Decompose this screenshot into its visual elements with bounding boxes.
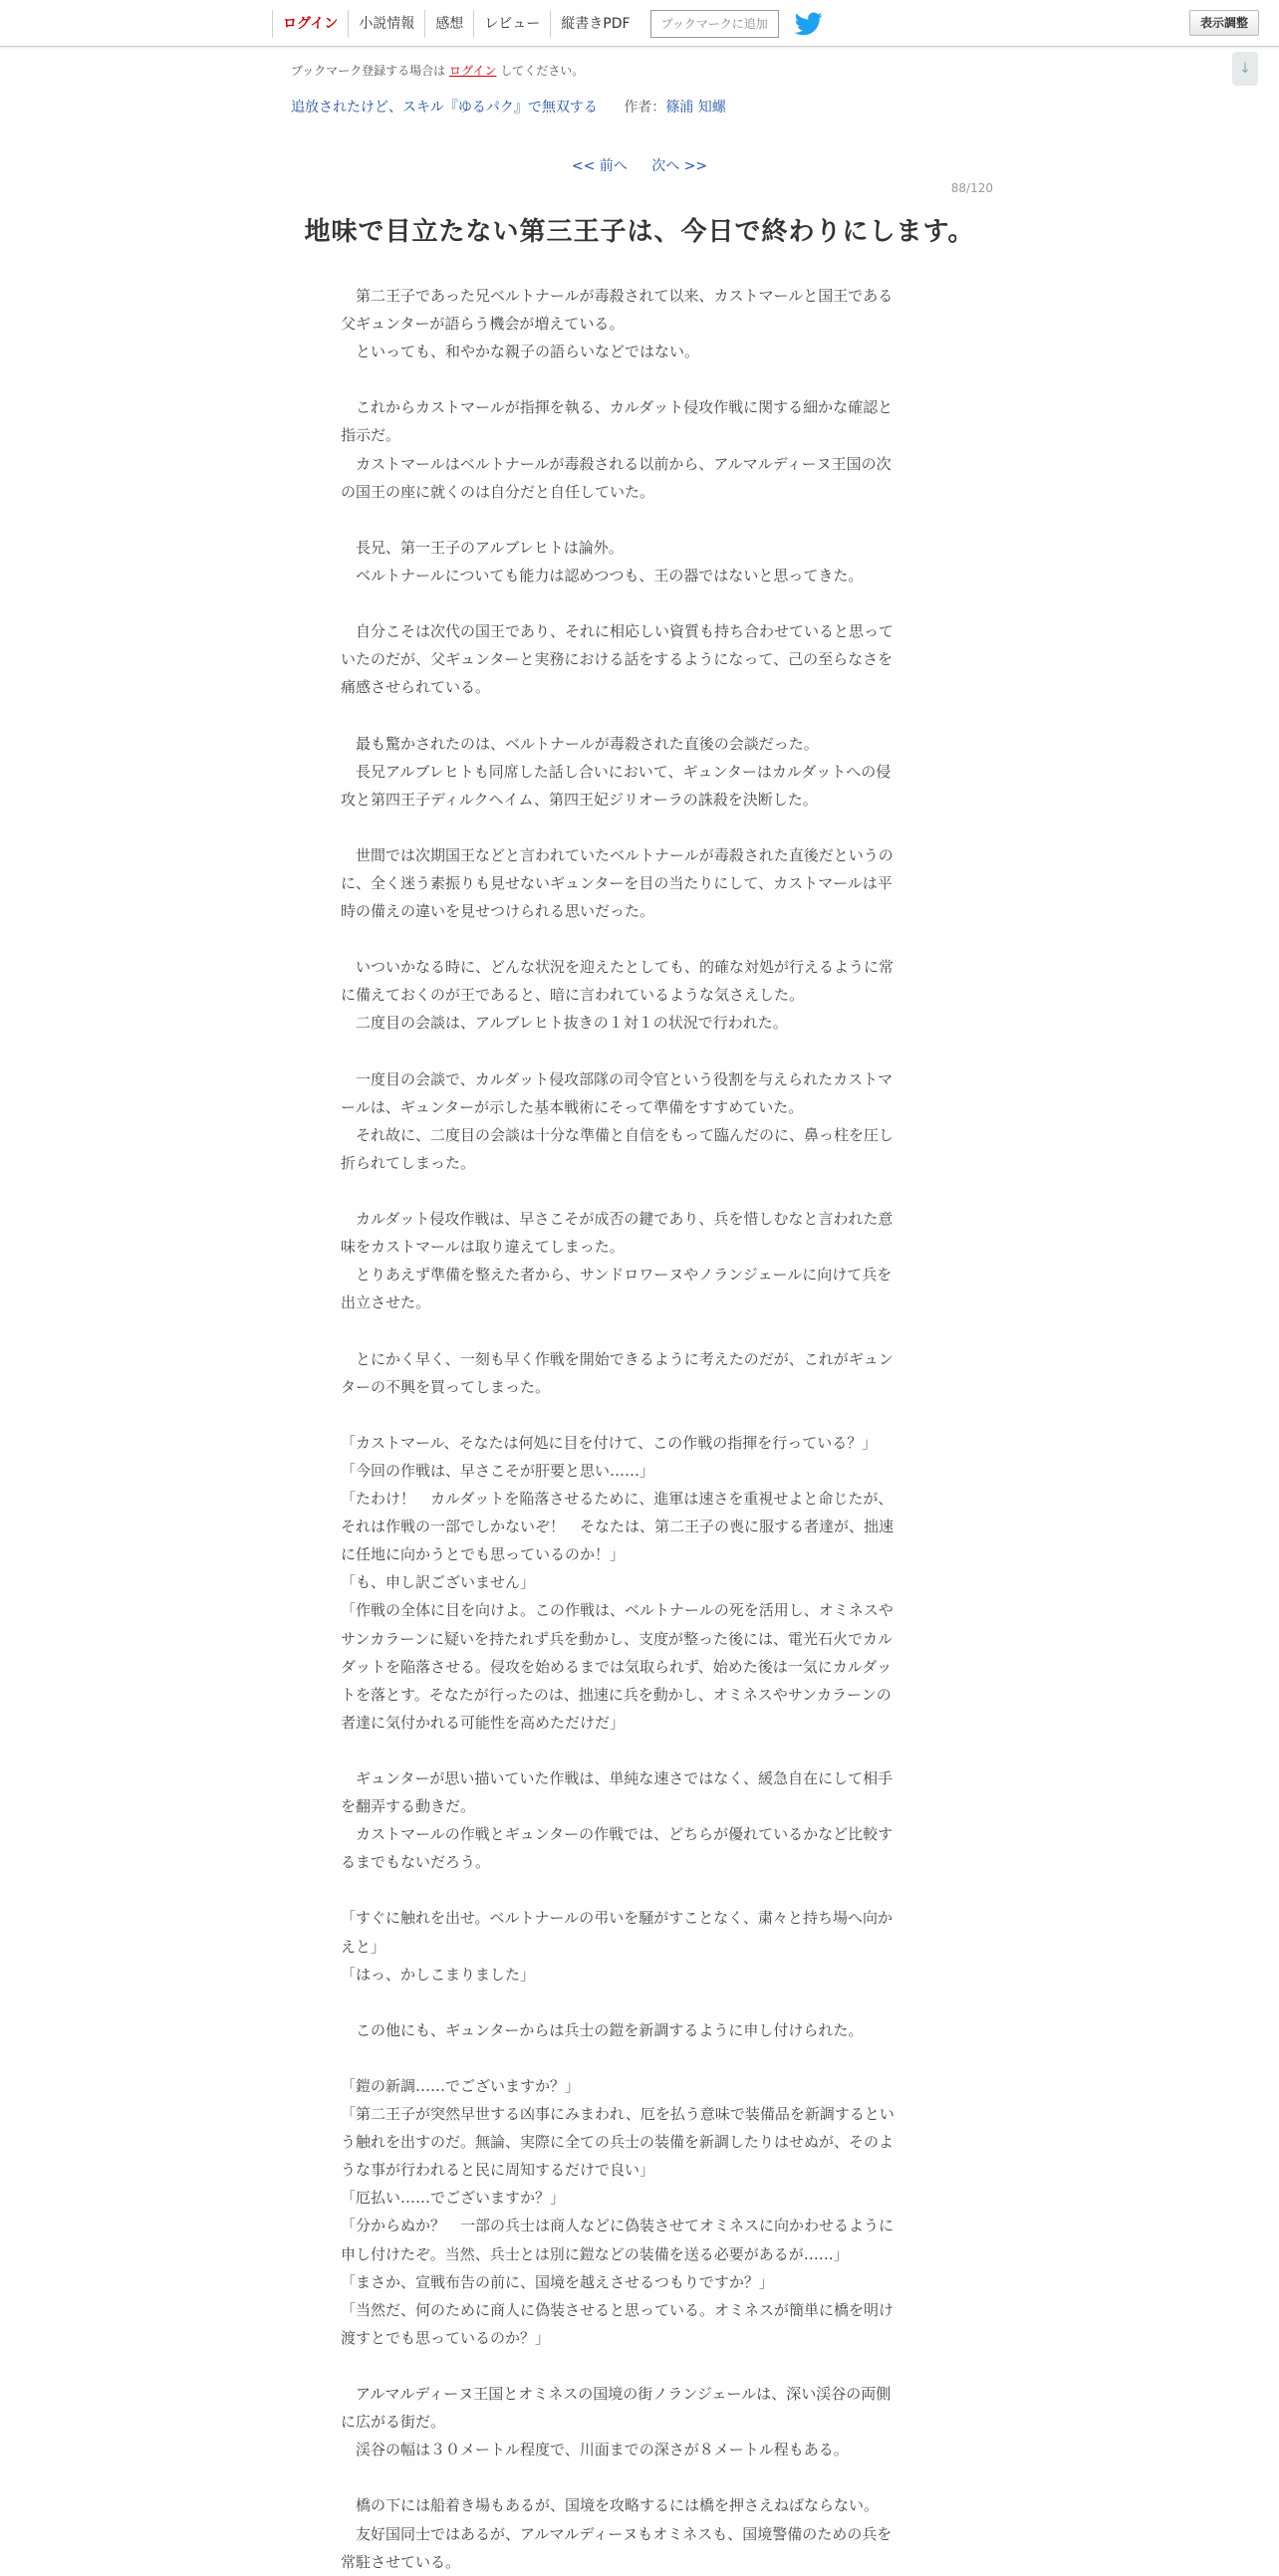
novel-line: アルマルディーヌ王国とオミネスの国境の街ノランジェールは、深い渓谷の両側 xyxy=(341,2385,892,2404)
impressions-link[interactable]: 感想 xyxy=(424,10,473,38)
novel-line: 「厄払い……でございますか？」 xyxy=(341,2189,566,2208)
novel-line: えと」 xyxy=(341,1937,386,1956)
novel-line: 最も驚かされたのは、ベルトナールが毒殺された直後の会談だった。 xyxy=(341,734,819,753)
novel-line: の国王の座に就くのは自分だと自任していた。 xyxy=(341,482,655,501)
chapter-pager xyxy=(0,155,1279,175)
novel-line: 「第二王子が突然早世する凶事にみまわれ、厄を払う意味で装備品を新調するとい xyxy=(341,2105,895,2124)
novel-line: この他にも、ギュンターからは兵士の鎧を新調するように申し付けられた。 xyxy=(341,2020,864,2039)
chapter-count: 88/120 xyxy=(950,181,993,195)
main-nav xyxy=(272,10,823,38)
novel-line xyxy=(341,2352,932,2380)
novel-line: いたのだが、父ギュンターと実務における話をするようになって、己の至らなさを xyxy=(341,650,894,669)
novel-line: 「まさか、宣戦布告の前に、国境を越えさせるつもりですか？」 xyxy=(341,2272,774,2291)
novel-line: 「作戦の全体に目を向けよ。この作戦は、ベルトナールの死を活用し、オミネスや xyxy=(341,1601,894,1620)
novel-line: 「カストマール、そなたは何処に目を付けて、この作戦の指揮を行っている？」 xyxy=(341,1433,878,1452)
novel-line xyxy=(341,1737,932,1764)
twitter-icon[interactable] xyxy=(795,12,823,36)
notice-suffix: してください。 xyxy=(500,64,585,78)
novel-line xyxy=(341,1989,932,2016)
novel-line xyxy=(341,2044,932,2072)
novel-line: に広がる街だ。 xyxy=(341,2413,446,2432)
novel-line: 折られてしまった。 xyxy=(341,1153,476,1172)
novel-line xyxy=(341,506,932,534)
novel-line: 渓谷の幅は３０メートル程度で、川面までの深さが８メートル程もある。 xyxy=(341,2441,849,2459)
novel-line: カストマールの作戦とギュンターの作戦では、どちらが優れているかなど比較す xyxy=(341,1825,894,1844)
novel-line: 長兄、第一王子のアルブレヒトは論外。 xyxy=(341,538,624,557)
scroll-down-arrow-icon[interactable]: ↓ xyxy=(1232,52,1258,86)
novel-line: それは作戦の一部でしかないぞ！ そなたは、第二王子の喪に服する者達が、拙速 xyxy=(341,1518,895,1536)
novel-line xyxy=(341,1876,932,1904)
novel-line: 「はっ、かしこまりました」 xyxy=(341,1965,536,1984)
novel-info-link[interactable]: 小説情報 xyxy=(348,10,424,38)
novel-line: に備えておくのが王であると、暗に言われているような気さえした。 xyxy=(341,986,805,1005)
chapter-title: 地味で目立たない第三王子は、今日で終わりにします。 xyxy=(304,217,975,247)
novel-line: ダットを陥落させる。侵攻を始めるまでは気取られず、始めた後は一気にカルダッ xyxy=(341,1657,893,1676)
novel-line: ギュンターが思い描いていた作戦は、単純な速さではなく、緩急自在にして相手 xyxy=(341,1768,894,1787)
novel-line: 二度目の会談は、アルブレヒト抜きの１対１の状況で行われた。 xyxy=(341,1014,788,1033)
novel-line: 申し付けたぞ。当然、兵士とは別に鎧などの装備を送る必要があるが……」 xyxy=(341,2244,849,2263)
notice-prefix: ブックマーク登録する場合は xyxy=(291,64,446,78)
author-name-link[interactable]: 篠浦 知螺 xyxy=(665,100,726,116)
novel-line: う触れを出すのだ。無論、実際に全ての兵士の装備を新調したりはせぬが、そのよ xyxy=(341,2133,895,2152)
novel-line: いついかなる時に、どんな状況を迎えたとしても、的確な対処が行えるように常 xyxy=(341,958,895,977)
add-bookmark-button[interactable]: ブックマークに追加 xyxy=(650,10,779,38)
novel-line: 攻と第四王子ディルクヘイム、第四王妃ジリオーラの誅殺を決断した。 xyxy=(341,790,818,809)
novel-line xyxy=(341,1177,932,1205)
series-info xyxy=(291,97,726,117)
login-link[interactable]: ログイン xyxy=(272,10,348,38)
novel-line xyxy=(341,1038,932,1065)
novel-line: 「たわけ！ カルダットを陥落させるために、進軍は速さを重視せよと命じたが、 xyxy=(341,1490,894,1509)
novel-line: に任地に向かうとでも思っているのか！」 xyxy=(341,1545,626,1564)
novel-line xyxy=(341,814,932,841)
novel-line: るまでもないだろう。 xyxy=(341,1853,491,1872)
novel-line: 「鎧の新調……でございますか？」 xyxy=(341,2077,581,2095)
novel-line: ターの不興を買ってしまった。 xyxy=(341,1377,551,1396)
novel-line: 長兄アルブレヒトも同席した話し合いにおいて、ギュンターはカルダットへの侵 xyxy=(341,762,892,781)
novel-line xyxy=(341,365,932,393)
novel-line: 「今回の作戦は、早さこそが肝要と思い……」 xyxy=(341,1461,655,1480)
vertical-pdf-link[interactable]: 縦書きPDF xyxy=(550,10,640,38)
novel-line: 時の備えの違いを見せつけられる思いだった。 xyxy=(341,902,655,921)
novel-line: とりあえず準備を整えた者から、サンドロワーヌやノランジェールに向けて兵を xyxy=(341,1266,893,1285)
novel-line: カストマールはベルトナールが毒殺される以前から、アルマルディーヌ王国の次 xyxy=(341,454,892,473)
novel-line xyxy=(341,1316,932,1344)
novel-line: 指示だ。 xyxy=(341,426,401,445)
novel-line: 一度目の会談で、カルダット侵攻部隊の司令官という役割を与えられたカストマ xyxy=(341,1069,894,1088)
novel-line: 者達に気付かれる可能性を高めただけだ」 xyxy=(341,1713,626,1732)
review-link[interactable]: レビュー xyxy=(473,10,550,38)
novel-line: 自分こそは次代の国王であり、それに相応しい資質も持ち合わせていると思って xyxy=(341,622,895,641)
notice-login-link[interactable]: ログイン xyxy=(449,64,497,78)
novel-line: 世間では次期国王などと言われていたベルトナールが毒殺された直後だというの xyxy=(341,845,894,864)
novel-line: サンカラーンに疑いを持たれず兵を動かし、支度が整った後には、電光石火でカル xyxy=(341,1629,893,1648)
novel-line: 「すぐに触れを出せ。ベルトナールの弔いを騒がすことなく、粛々と持ち場へ向か xyxy=(341,1909,893,1928)
display-settings-button[interactable]: 表示調整 xyxy=(1189,10,1259,36)
novel-line: 出立させた。 xyxy=(341,1293,431,1312)
novel-line xyxy=(341,925,932,953)
novel-line: カルダット侵攻作戦は、早さこそが成否の鍵であり、兵を惜しむなと言われた意 xyxy=(341,1210,894,1229)
novel-line xyxy=(341,701,932,729)
bookmark-login-notice xyxy=(291,62,584,79)
novel-line: それ故に、二度目の会談は十分な準備と自信をもって臨んだのに、鼻っ柱を圧し xyxy=(341,1125,895,1144)
novel-body xyxy=(341,282,932,2576)
prev-chapter-link[interactable]: << 前へ xyxy=(571,158,628,174)
author-label: 作者： xyxy=(624,100,666,116)
next-chapter-link[interactable]: 次へ >> xyxy=(651,158,708,174)
novel-line: 味をカストマールは取り違えてしまった。 xyxy=(341,1238,625,1257)
novel-line: 常駐させている。 xyxy=(341,2552,461,2571)
novel-line: 友好国同士ではあるが、アルマルディーヌもオミネスも、国境警備のための兵を xyxy=(341,2524,893,2543)
novel-line: を翻弄する動きだ。 xyxy=(341,1797,476,1816)
novel-line: 父ギュンターが語らう機会が増えている。 xyxy=(341,315,625,334)
novel-line: うな事が行われると民に周知するだけで良い」 xyxy=(341,2161,655,2180)
novel-line: に、全く迷う素振りも見せないギュンターを目の当たりにして、カストマールは平 xyxy=(341,873,893,892)
novel-line xyxy=(341,589,932,617)
novel-line: 「当然だ、何のために商人に偽装させると思っている。オミネスが簡単に橋を明け xyxy=(341,2300,895,2319)
novel-line: とにかく早く、一刻も早く作戦を開始できるように考えたのだが、これがギュン xyxy=(341,1349,894,1368)
novel-line: トを落とす。そなたが行ったのは、拙速に兵を動かし、オミネスやサンカラーンの xyxy=(341,1685,892,1704)
novel-line: 「分からぬか？ 一部の兵士は商人などに偽装させてオミネスに向かわせるように xyxy=(341,2217,895,2235)
novel-line: ールは、ギュンターが示した基本戦術にそって準備をすすめていた。 xyxy=(341,1097,804,1116)
series-title-link[interactable]: 追放されたけど、スキル『ゆるパク』で無双する xyxy=(291,100,598,116)
top-navigation-bar xyxy=(0,0,1279,47)
novel-line: 橋の下には船着き場もあるが、国境を攻略するには橋を押さえねばならない。 xyxy=(341,2496,880,2515)
novel-line: 第二王子であった兄ベルトナールが毒殺されて以来、カストマールと国王である xyxy=(341,287,894,305)
novel-line: といっても、和やかな親子の語らいなどではない。 xyxy=(341,343,700,361)
novel-line: 「も、申し訳ございません」 xyxy=(341,1573,536,1592)
novel-line xyxy=(341,1401,932,1429)
novel-line: 痛感させられている。 xyxy=(341,678,491,697)
novel-line: ベルトナールについても能力は認めつつも、王の器ではないと思ってきた。 xyxy=(341,566,864,585)
novel-line xyxy=(341,2463,932,2491)
novel-line: これからカストマールが指揮を執る、カルダット侵攻作戦に関する細かな確認と xyxy=(341,398,894,417)
novel-line: 渡すとでも思っているのか？」 xyxy=(341,2328,551,2347)
